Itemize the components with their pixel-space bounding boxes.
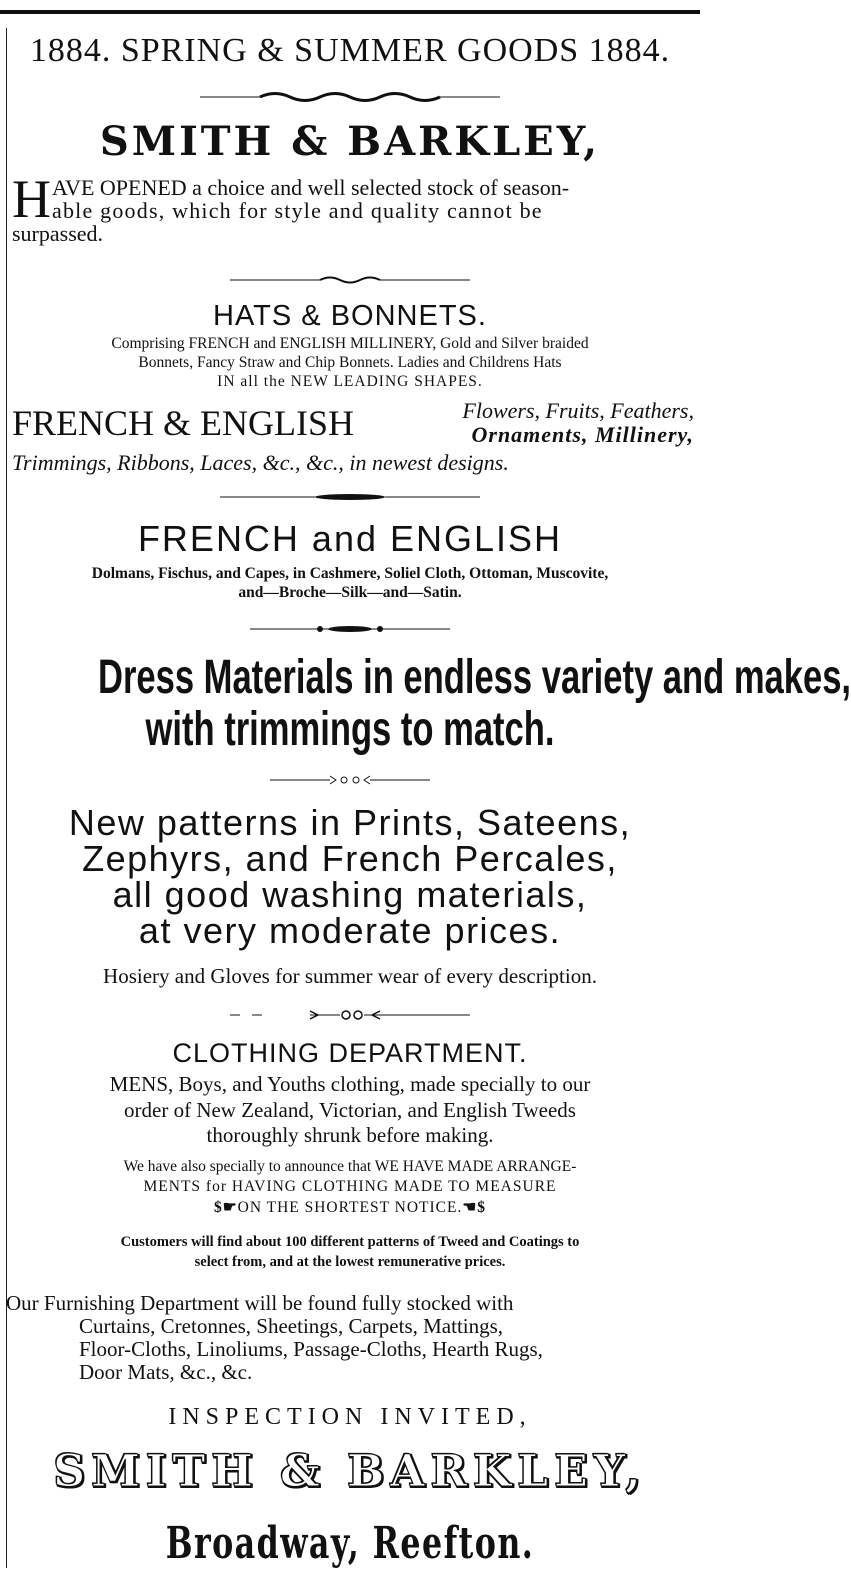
furnishing-line-4: Door Mats, &c., &c.	[79, 1360, 253, 1384]
prints-line-2: Zephyrs, and French Percales,	[82, 838, 618, 879]
furnishing-line-2: Curtains, Cretonnes, Sheetings, Carpets, Mattings,	[79, 1314, 504, 1338]
clothing-line-3: thoroughly shrunk before making.	[206, 1123, 494, 1147]
intro-line-2: able goods, which for style and quality cannot be	[52, 198, 543, 223]
dropcap: H	[12, 169, 51, 229]
announce-line-3	[0, 1198, 700, 1217]
ornament-divider	[0, 90, 700, 104]
flowers-row	[12, 398, 696, 450]
flowers-lead: FRENCH & ENGLISH	[12, 403, 355, 443]
page-title: 1884. SPRING & SUMMER GOODS 1884.	[29, 32, 671, 69]
furnishing-paragraph	[6, 1292, 696, 1384]
ornament-divider	[0, 774, 700, 786]
footer-firm-name: SMITH & BARKLEY,	[53, 1446, 647, 1497]
customers-line-2: select from, and at the lowest remunerative prices.	[194, 1254, 506, 1270]
customers-line-1: Customers will find about 100 different patterns of Tweed and Coatings to	[120, 1234, 580, 1250]
flowers-line-2: Trimmings, Ribbons, Laces, &c., &c., in newest designs.	[12, 450, 509, 475]
intro-line-1: AVE OPENED a choice and well selected stock of season-	[52, 175, 570, 200]
intro-line-3: surpassed.	[12, 221, 104, 246]
ornament-divider	[0, 624, 700, 634]
clothing-heading: CLOTHING DEPARTMENT.	[172, 1038, 528, 1068]
announce-line-3-text: ON THE SHORTEST NOTICE.	[237, 1199, 463, 1216]
hats-line-1: Comprising FRENCH and ENGLISH MILLINERY, Gold and Silver braided	[111, 335, 589, 352]
dolmans-line-2: and—Broche—Silk—and—Satin.	[238, 584, 462, 601]
hats-line-3: IN all the NEW LEADING SHAPES.	[217, 373, 483, 390]
top-rule	[0, 10, 700, 14]
hats-line-2: Bonnets, Fancy Straw and Chip Bonnets. Ladies and Childrens Hats	[138, 354, 562, 371]
prints-line-1: New patterns in Prints, Sateens,	[68, 802, 632, 843]
dolmans-line-1: Dolmans, Fischus, and Capes, in Cashmere, Soliel Cloth, Ottoman, Muscovite,	[91, 565, 609, 582]
announce-line-1: We have also specially to announce that WE HAVE MADE ARRANGE-	[123, 1158, 577, 1175]
inspection-invited: INSPECTION INVITED,	[168, 1404, 532, 1430]
clothing-line-1: MENS, Boys, and Youths clothing, made specially to our	[109, 1072, 591, 1096]
clothing-line-2: order of New Zealand, Victorian, and English Tweeds	[124, 1098, 576, 1122]
ornament-divider	[0, 274, 700, 286]
dress-line-2: with trimmings to match.	[145, 703, 555, 756]
flowers-right-2: Ornaments, Millinery,	[471, 422, 694, 447]
furnishing-line-1: Our Furnishing Department will be found fully stocked with	[6, 1291, 514, 1315]
firm-name-heading: SMITH & BARKLEY,	[99, 118, 601, 165]
prints-line-4: at very moderate prices.	[138, 910, 562, 951]
announce-line-2: MENTS for HAVING CLOTHING MADE TO MEASURE	[143, 1178, 557, 1195]
hats-heading: HATS & BONNETS.	[213, 300, 487, 332]
intro-paragraph	[12, 169, 696, 246]
dolmans-heading: FRENCH and ENGLISH	[137, 518, 563, 559]
pointing-hand-right-icon: ☚$	[462, 1199, 487, 1216]
furnishing-line-3: Floor-Cloths, Linoliums, Passage-Cloths, Hearth Rugs,	[79, 1337, 543, 1361]
footer-address: Broadway, Reefton.	[165, 1518, 535, 1569]
dress-line-1: Dress Materials in endless variety and makes,	[97, 651, 851, 704]
prints-line-3: all good washing materials,	[112, 874, 588, 915]
ornament-divider	[0, 1008, 700, 1022]
hosiery-line: Hosiery and Gloves for summer wear of every description.	[103, 964, 597, 988]
pointing-hand-left-icon: $☛	[213, 1199, 238, 1216]
flowers-right-1: Flowers, Fruits, Feathers,	[462, 398, 694, 423]
ornament-divider	[0, 492, 700, 502]
